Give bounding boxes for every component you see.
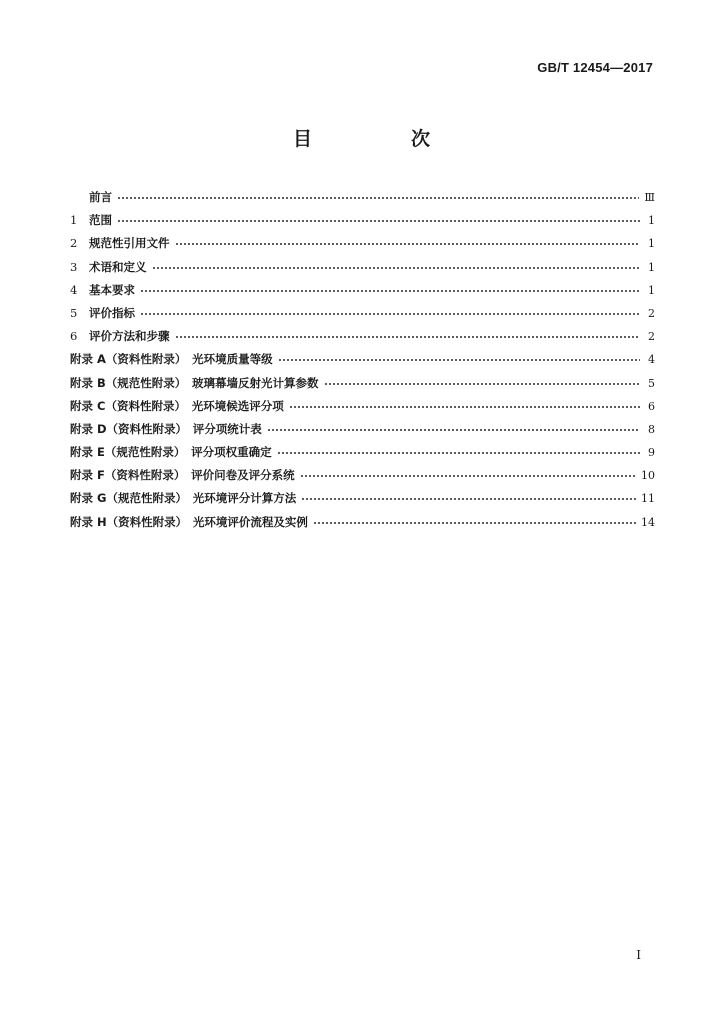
standard-code: GB/T 12454—2017 [537, 60, 653, 75]
dot-leader [267, 422, 640, 432]
toc-entry-page: 1 [648, 237, 655, 251]
toc-entry-text: 附录 G（规范性附录） 光环境评分计算方法 [70, 491, 297, 506]
toc-entry-label [70, 209, 112, 232]
page-number: I [636, 948, 641, 962]
toc-entry-text: 评价指标 [89, 305, 135, 320]
toc-entry-text: 评价方法和步骤 [89, 329, 170, 344]
dot-leader [175, 329, 641, 339]
toc-entry-terms-definitions[interactable] [70, 256, 655, 279]
toc-entry-label [70, 441, 272, 464]
toc-entry-label [70, 302, 135, 325]
toc-entry-evaluation-methods[interactable] [70, 325, 655, 348]
toc-entry-appendix-f[interactable] [70, 464, 655, 487]
toc-entry-text: 附录 H（资料性附录） 光环境评价流程及实例 [70, 514, 308, 529]
toc-entry-page: 2 [648, 306, 655, 320]
toc-entry-page: Ⅲ [644, 191, 655, 204]
toc-entry-page: 2 [648, 330, 655, 344]
toc-entry-number: 4 [70, 282, 78, 297]
toc-entry-appendix-e[interactable] [70, 441, 655, 464]
toc-entry-number: 5 [70, 305, 78, 320]
toc-entry-text: 附录 F（资料性附录） 评价问卷及评分系统 [70, 468, 295, 483]
dot-leader [313, 515, 636, 525]
toc-entry-page: 1 [648, 214, 655, 228]
toc-entry-page: 4 [648, 353, 655, 367]
dot-leader [300, 468, 636, 478]
toc-entry-text: 规范性引用文件 [89, 236, 170, 251]
dot-leader [152, 260, 641, 270]
toc-entry-label [70, 256, 147, 279]
toc-entry-appendix-c[interactable] [70, 395, 655, 418]
toc-entry-text: 术语和定义 [89, 259, 147, 274]
dot-leader [140, 306, 640, 316]
toc-entry-label [70, 487, 296, 510]
table-of-contents [70, 186, 655, 534]
toc-entry-appendix-a[interactable] [70, 348, 655, 371]
dot-leader [289, 399, 640, 409]
toc-entry-number: 2 [70, 236, 78, 251]
toc-entry-text: 前言 [89, 190, 112, 204]
toc-entry-appendix-d[interactable] [70, 418, 655, 441]
toc-entry-number: 3 [70, 259, 78, 274]
toc-entry-label [70, 418, 262, 441]
toc-entry-appendix-h[interactable] [70, 511, 655, 534]
dot-leader [301, 491, 636, 501]
dot-leader [324, 376, 640, 386]
toc-entry-normative-references[interactable] [70, 232, 655, 255]
toc-entry-appendix-b[interactable] [70, 372, 655, 395]
toc-entry-scope[interactable] [70, 209, 655, 232]
toc-entry-label [70, 464, 295, 487]
toc-entry-text: 基本要求 [89, 282, 135, 297]
toc-entry-page: 10 [641, 469, 655, 483]
toc-entry-page: 6 [648, 399, 655, 413]
dot-leader [278, 352, 640, 362]
dot-leader [117, 190, 639, 200]
toc-entry-page: 14 [641, 515, 655, 529]
toc-entry-text: 附录 C（资料性附录） 光环境候选评分项 [70, 398, 284, 413]
toc-entry-label [70, 325, 170, 348]
dot-leader [175, 236, 641, 246]
toc-entry-page: 8 [648, 422, 655, 436]
toc-entry-basic-requirements[interactable] [70, 279, 655, 302]
toc-entry-label [70, 186, 112, 209]
toc-entry-page: 1 [648, 283, 655, 297]
toc-entry-text: 附录 D（资料性附录） 评分项统计表 [70, 421, 262, 436]
toc-entry-label [70, 395, 284, 418]
toc-entry-text: 附录 A（资料性附录） 光环境质量等级 [70, 352, 273, 367]
toc-entry-text: 范围 [89, 213, 112, 228]
toc-entry-label [70, 232, 170, 255]
toc-entry-foreword[interactable] [70, 186, 655, 209]
toc-entry-page: 9 [648, 446, 655, 460]
toc-entry-label [70, 511, 308, 534]
dot-leader [277, 445, 640, 455]
toc-entry-label [70, 279, 135, 302]
toc-entry-page: 5 [648, 376, 655, 390]
toc-title: 目 次 [292, 128, 470, 150]
toc-entry-appendix-g[interactable] [70, 487, 655, 510]
toc-entry-number: 1 [70, 213, 78, 228]
toc-entry-page: 11 [641, 492, 655, 506]
toc-entry-label [70, 348, 273, 371]
toc-entry-number: 6 [70, 329, 78, 344]
toc-entry-label [70, 372, 319, 395]
dot-leader [117, 213, 640, 223]
toc-entry-evaluation-indicators[interactable] [70, 302, 655, 325]
dot-leader [140, 283, 640, 293]
toc-entry-page: 1 [648, 260, 655, 274]
toc-entry-text: 附录 B（规范性附录） 玻璃幕墙反射光计算参数 [70, 375, 319, 390]
toc-entry-text: 附录 E（规范性附录） 评分项权重确定 [70, 445, 272, 460]
